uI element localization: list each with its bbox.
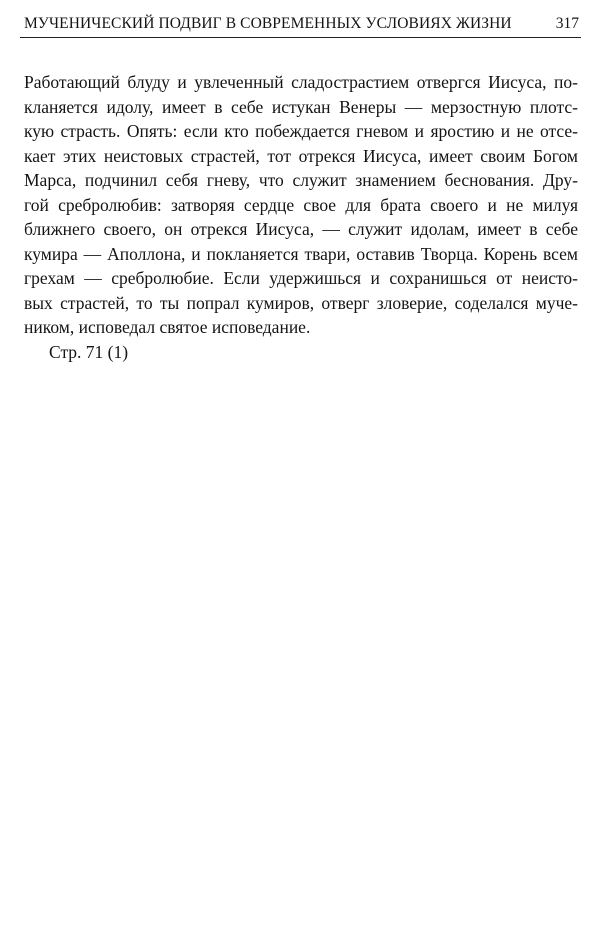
text-line: кает этих неистовых страстей, тот отрекся Иисуса, имеет своим Богом [24,145,578,166]
text-line: Марса, подчинил себя гневу, что служит знамением беснования. Дру- [24,170,578,190]
body-paragraph [24,70,578,364]
page-number: 317 [555,15,579,32]
source-citation: Стр. 71 (1) [49,341,129,362]
text-line: грехам — сребролюбие. Если удержишься и сохранишься от неисто- [24,268,578,288]
text-line: ближнего своего, он отрекся Иисуса, — служит идолам, имеет в себе [24,219,578,239]
text-line: вых страстей, то ты попрал кумиров, отверг зловерие, соделался муче- [24,292,578,313]
text-line: кую страсть. Опять: если кто побеждается гневом и яростию и не отсе- [24,121,578,141]
text-line: кланяется идолу, имеет в себе истукан Венеры — мерзостную плотс- [24,96,578,117]
text-line: Работающий блуду и увлеченный сладострастием отвергся Иисуса, по- [24,72,578,92]
running-header [20,14,581,38]
text-line: ником, исповедал святое исповедание. [24,317,311,337]
text-line: гой сребролюбив: затворяя сердце свое для брата своего и не милуя [24,194,578,215]
running-header-title: МУЧЕНИЧЕСКИЙ ПОДВИГ В СОВРЕМЕННЫХ УСЛОВИЯХ ЖИЗНИ [24,15,512,32]
text-line: кумира — Аполлона, и покланяется твари, оставив Творца. Корень всем [24,243,578,264]
